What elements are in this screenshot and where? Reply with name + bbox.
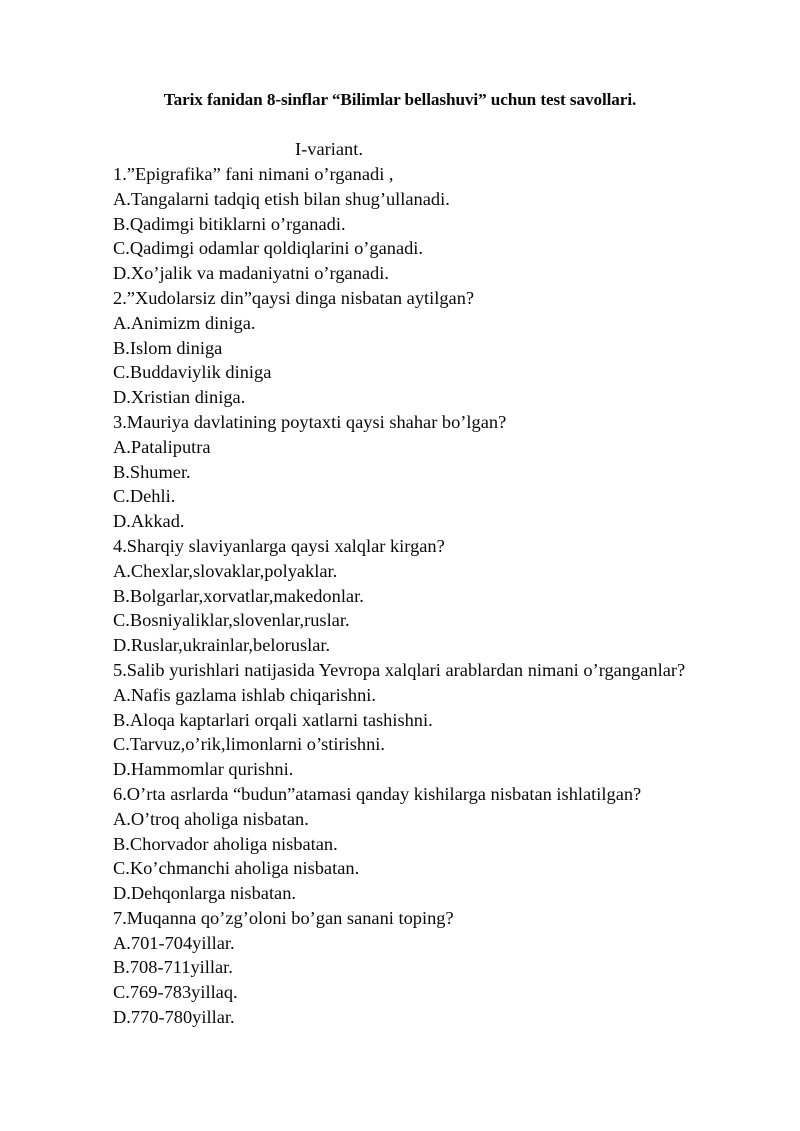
option-d: D.770-780yillar.	[113, 1007, 235, 1028]
question-block-2	[0, 286, 800, 410]
option-a: A.Nafis gazlama ishlab chiqarishni.	[113, 684, 377, 705]
option-a: A.Chexlar,slovaklar,polyaklar.	[113, 560, 338, 581]
question-text: 5.Salib yurishlari natijasida Yevropa xalqlari arablardan nimani o’rganganlar?	[113, 659, 686, 680]
option-a: A.O’troq aholiga nisbatan.	[113, 808, 309, 829]
title-spacer	[0, 113, 800, 138]
option-b: B.708-711yillar.	[113, 957, 233, 978]
option-b: B.Aloqa kaptarlari orqali xatlarni tashishni.	[113, 709, 433, 730]
option-c: C.Bosniyaliklar,slovenlar,ruslar.	[113, 610, 350, 631]
option-d: D.Dehqonlarga nisbatan.	[113, 883, 297, 904]
question-text: 3.Mauriya davlatining poytaxti qaysi shahar bo’lgan?	[113, 411, 507, 432]
option-c: C.Buddaviylik diniga	[113, 362, 272, 383]
option-a: A.Tangalarni tadqiq etish bilan shug’ullanadi.	[113, 188, 450, 209]
option-c: C.Dehli.	[113, 486, 176, 507]
question-block-5	[0, 658, 800, 782]
option-c: C.769-783yillaq.	[113, 982, 238, 1003]
variant-label: I-variant.	[295, 139, 363, 160]
page-title: Tarix fanidan 8-sinflar “Bilimlar bellashuvi” uchun test savollari.	[163, 90, 637, 109]
option-a: A.701-704yillar.	[113, 932, 235, 953]
question-text: 7.Muqanna qo’zg’oloni bo’gan sanani toping?	[113, 907, 454, 928]
option-b: B.Islom diniga	[113, 337, 223, 358]
option-c: C.Ko’chmanchi aholiga nisbatan.	[113, 858, 360, 879]
option-c: C.Tarvuz,o’rik,limonlarni o’stirishni.	[113, 734, 385, 755]
question-block-3	[0, 410, 800, 534]
question-text: 1.”Epigrafika” fani nimani o’rganadi ,	[113, 163, 394, 184]
option-b: B.Chorvador aholiga nisbatan.	[113, 833, 338, 854]
option-b: B.Shumer.	[113, 461, 191, 482]
question-text: 6.O’rta asrlarda “budun”atamasi qanday kishilarga nisbatan ishlatilgan?	[113, 783, 642, 804]
question-text: 2.”Xudolarsiz din”qaysi dinga nisbatan aytilgan?	[113, 287, 475, 308]
option-b: B.Bolgarlar,xorvatlar,makedonlar.	[113, 585, 364, 606]
question-text: 4.Sharqiy slaviyanlarga qaysi xalqlar kirgan?	[113, 535, 445, 556]
option-d: D.Xo’jalik va madaniyatni o’rganadi.	[113, 263, 389, 284]
question-block-7	[0, 906, 800, 1030]
option-d: D.Hammomlar qurishni.	[113, 759, 294, 780]
option-c: C.Qadimgi odamlar qoldiqlarini o’ganadi.	[113, 238, 424, 259]
option-a: A.Pataliputra	[113, 436, 211, 457]
option-d: D.Akkad.	[113, 511, 185, 532]
question-block-1	[0, 162, 800, 286]
option-d: D.Ruslar,ukrainlar,beloruslar.	[113, 635, 331, 656]
question-block-6	[0, 782, 800, 906]
option-d: D.Xristian diniga.	[113, 387, 246, 408]
option-b: B.Qadimgi bitiklarni o’rganadi.	[113, 213, 346, 234]
question-block-4	[0, 534, 800, 658]
option-a: A.Animizm diniga.	[113, 312, 256, 333]
